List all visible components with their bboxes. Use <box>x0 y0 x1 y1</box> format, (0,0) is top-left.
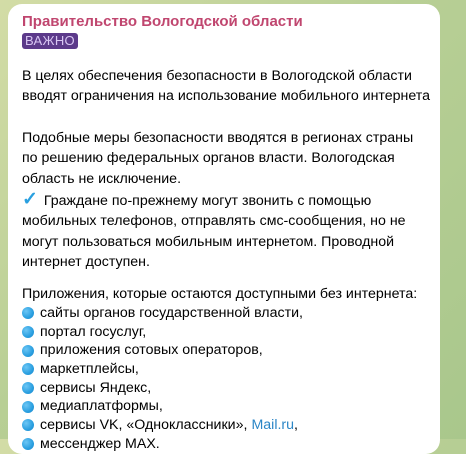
list-item <box>20 360 430 379</box>
list-item <box>20 323 430 342</box>
blue-circle-icon <box>22 419 34 431</box>
blue-circle-icon <box>22 326 34 338</box>
blue-circle-icon <box>22 401 34 413</box>
paragraph-calls-text: Граждане по-прежнему могут звонить с помощью мобильных телефонов, отправлять смс-сообщения, но не могут пользоваться мобильным интернетом. Проводной интернет доступен. <box>22 193 406 270</box>
blue-circle-icon <box>22 438 34 450</box>
apps-intro: Приложения, которые остаются доступными без интернета: <box>22 286 418 302</box>
list-item-label: мессенджер MAX. <box>40 435 160 452</box>
blue-circle-icon <box>22 345 34 357</box>
blue-circle-icon <box>22 382 34 394</box>
list-item <box>20 397 430 416</box>
list-item <box>20 304 430 323</box>
paragraph-restrictions: В целях обеспечения безопасности в Вологодской области вводят ограничения на использование мобильного интернета <box>22 68 431 105</box>
list-item-label: сайты органов государственной власти, <box>40 305 303 321</box>
blue-circle-icon <box>22 363 34 375</box>
apps-list <box>20 304 430 454</box>
list-item-label: медиаплатформы, <box>40 398 163 415</box>
list-item-label: приложения сотовых операторов, <box>40 342 263 359</box>
paragraph-calls-available <box>22 190 432 272</box>
list-item-label: сервисы VK, «Одноклассники», <box>40 417 248 434</box>
list-item-label: маркетплейсы, <box>40 361 139 378</box>
link-trailing-comma: , <box>294 417 298 434</box>
paragraph-federal-measures: Подобные меры безопасности вводятся в регионах страны по решению федеральных органов власти. Вологодская область не исключение. <box>22 130 414 187</box>
channel-name[interactable]: Правительство Вологодской области <box>22 13 303 30</box>
list-item <box>20 341 430 360</box>
list-item <box>20 435 430 454</box>
blue-circle-icon <box>22 307 34 319</box>
important-tag[interactable]: ВАЖНО <box>22 33 78 49</box>
list-item <box>20 416 430 435</box>
list-item-label: сервисы Яндекс, <box>40 379 152 396</box>
list-item <box>20 379 430 398</box>
check-icon: ✓ <box>22 189 38 210</box>
mail-ru-link[interactable]: Mail.ru <box>251 417 295 434</box>
message-bubble <box>8 4 440 454</box>
list-item-label: портал госуслуг, <box>40 323 147 340</box>
